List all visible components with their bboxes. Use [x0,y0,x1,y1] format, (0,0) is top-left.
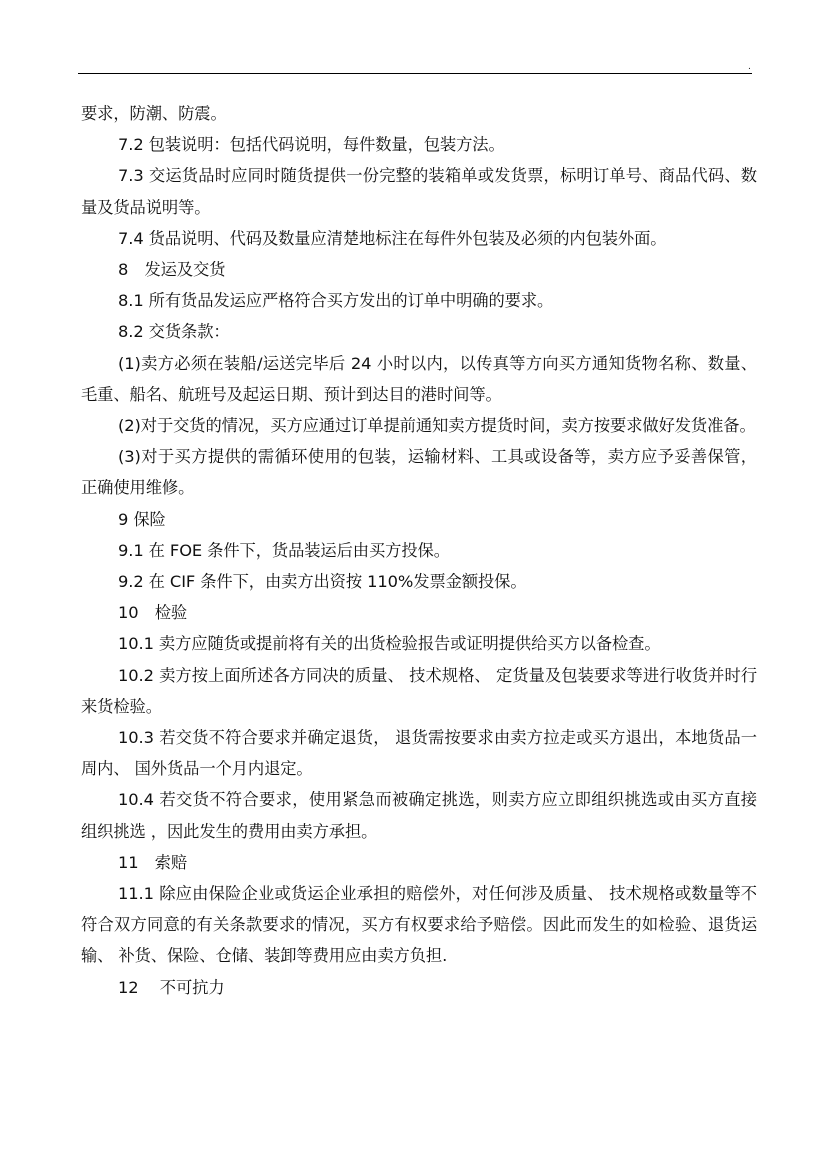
paragraph: 10.1 卖方应随货或提前将有关的出货检验报告或证明提供给买方以备检查。 [118,634,661,654]
section-heading: 9 保险 [118,509,166,529]
paragraph: 10.3 若交货不符合要求并确定退货， 退货需按要求由卖方拉走或买方退出，本地货品一周内、 国外货品一个月内退定。 [81,728,757,779]
paragraph: 11.1 除应由保险企业或货运企业承担的赔偿外，对任何涉及质量、 技术规格或数量等不符合双方同意的有关条款要求的情况，买方有权要求给予赔偿。因此而发生的如检验、退货运输、 补货、保险、仓储、装卸等费用应由卖方负担. [81,884,757,966]
paragraph: 8.2 交货条款： [118,322,230,342]
paragraph: 要求，防潮、防震。 [81,104,227,123]
paragraph: (2)对于交货的情况，买方应通过订单提前通知卖方提货时间，卖方按要求做好发货准备。 [118,416,756,436]
section-heading: 8 发运及交货 [118,260,226,280]
paragraph: 10.4 若交货不符合要求，使用紧急而被确定挑选，则卖方应立即组织挑选或由买方直接组织挑选 ，因此发生的费用由卖方承担。 [81,790,757,841]
section-heading: 10 检验 [118,603,188,623]
paragraph: 9.1 在 FOE 条件下，货品装运后由买方投保。 [118,540,450,560]
paragraph: 9.2 在 CIF 条件下，由卖方出资按 110%发票金额投保。 [118,572,527,592]
paragraph: (3)对于买方提供的需循环使用的包装，运输材料、工具或设备等，卖方应予妥善保管， 正确使用维修。 [81,447,757,498]
section-heading: 12 不可抗力 [118,977,225,997]
paragraph: 7.4 货品说明、代码及数量应清楚地标注在每件外包装及必须的内包装外面。 [118,228,667,248]
paragraph: 7.3 交运货品时应同时随货提供一份完整的装箱单或发货票，标明订单号、商品代码、数量及货品说明等。 [81,166,757,217]
paragraph: (1)卖方必须在装船/运送完毕后 24 小时以内，以传真等方向买方通知货物名称、数量、毛重、船名、航班号及起运日期、预计到达目的港时间等。 [81,353,757,404]
paragraph: 8.1 所有货品发运应严格符合买方发出的订单中明确的要求。 [118,291,554,311]
header-rule [78,73,752,74]
document-body [81,98,757,1003]
paragraph: 7.2 包装说明：包括代码说明，每件数量，包装方法。 [118,135,505,155]
paragraph: 10.2 卖方按上面所述各方同决的质量、 技术规格、 定货量及包装要求等进行收货并时行来货检验。 [81,665,757,716]
section-heading: 11 索赔 [118,852,188,872]
corner-mark: . [748,62,751,72]
